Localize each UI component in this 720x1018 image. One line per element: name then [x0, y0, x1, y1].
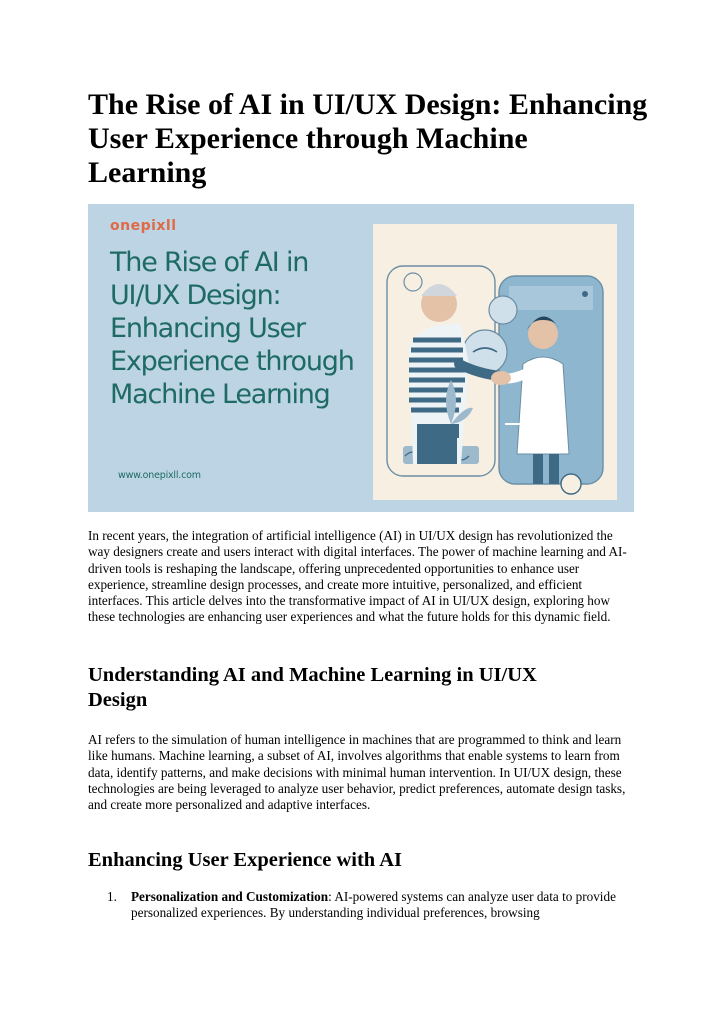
list-item-term: Personalization and Customization	[131, 889, 329, 904]
list-item-text: : AI-powered systems can analyze user data to provide personalized experiences. By understanding individual preferences, browsing	[131, 889, 616, 921]
section-paragraph-understanding: AI refers to the simulation of human intelligence in machines that are programmed to think and learn like humans. Machine learning, a subset of AI, involves algorithms that enable systems to learn from data, identify patterns, and make decisions with minimal human intervention. In UI/UX design, these technologies are being leveraged to analyze user behavior, predict preferences, automate design tasks, and create more personalized and adaptive interfaces.	[88, 732, 626, 813]
list-item-number: 1.	[107, 889, 117, 904]
enhancing-list	[88, 889, 634, 922]
list-item	[88, 889, 634, 922]
hero-text-panel	[88, 204, 378, 512]
section-heading-understanding: Understanding AI and Machine Learning in UI/UX Design	[88, 664, 537, 711]
hero-url: www.onepixll.com	[118, 470, 201, 481]
section-heading-enhancing: Enhancing User Experience with AI	[88, 849, 402, 871]
hero-heading: The Rise of AI in UI/UX Design: Enhancing User Experience through Machine Learning	[110, 247, 354, 410]
brand-logo: onepixll	[110, 218, 177, 234]
handshake-illustration	[373, 224, 617, 500]
intro-paragraph: In recent years, the integration of artificial intelligence (AI) in UI/UX design has revolutionized the way designers create and users interact with digital interfaces. The power of machine learning and AI-driven tools is reshaping the landscape, offering unprecedented opportunities to enhance user experience, streamline design processes, and create more intuitive, personalized, and efficient interfaces. This article delves into the transformative impact of AI in UI/UX design, exploring how these technologies are enhancing user experiences and what the future holds for this dynamic field.	[88, 528, 627, 625]
hero-image	[88, 204, 634, 512]
article-title: The Rise of AI in UI/UX Design: Enhancing User Experience through Machine Learning	[88, 88, 648, 189]
